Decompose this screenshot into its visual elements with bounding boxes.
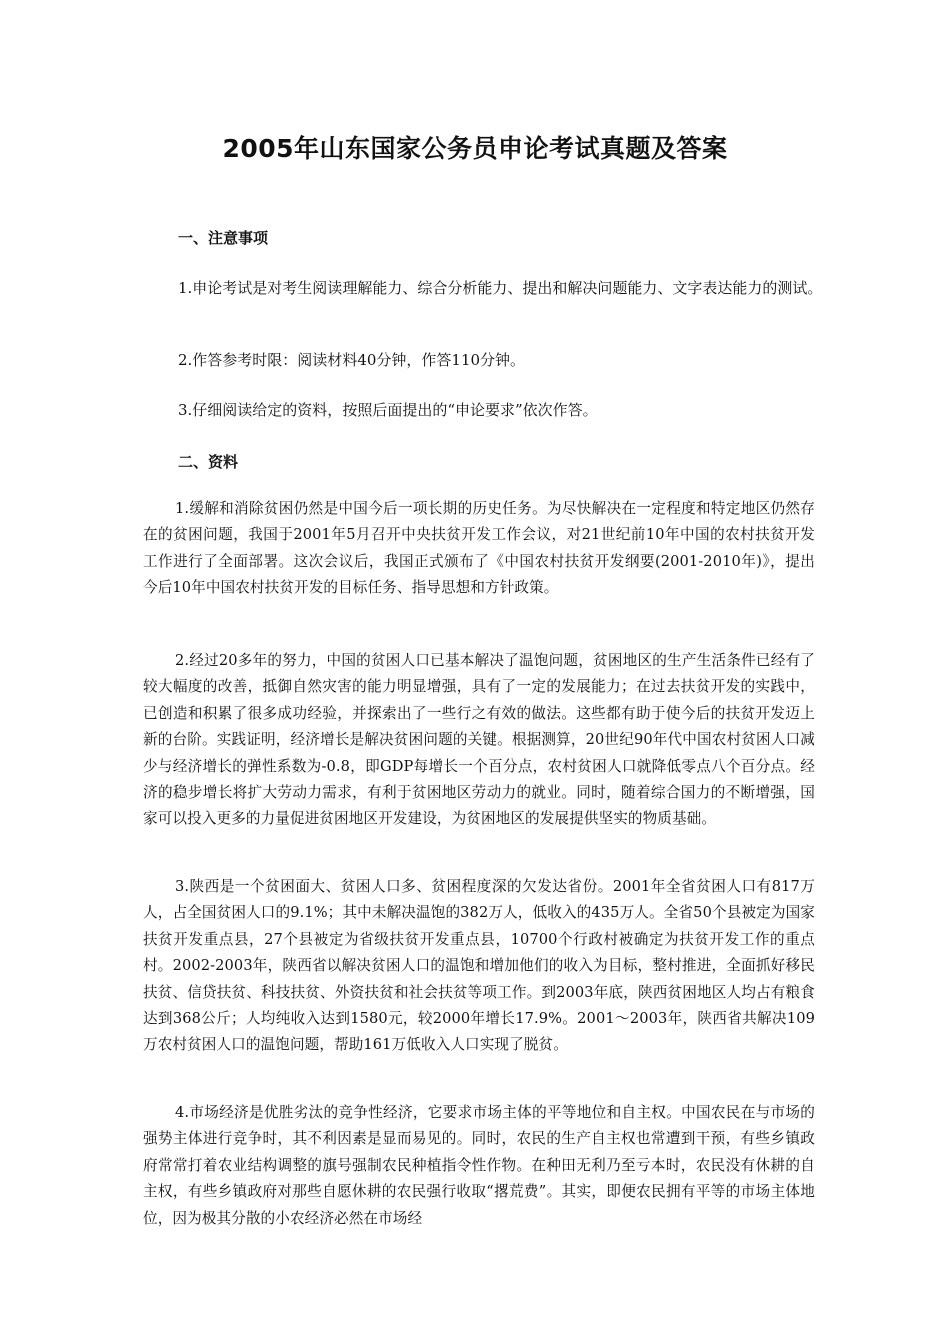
material-paragraph-3: 3.陕西是一个贫困面大、贫困人口多、贫困程度深的欠发达省份。2001年全省贫困人口有817万人，占全国贫困人口的9.1%；其中未解决温饱的382万人，低收入的435万人。全省50个县被定为国家扶贫开发重点县，27个县被定为省级扶贫开发重点县，10700个行政村被确定为扶贫开发工作的重点村。2002-2003年，陕西省以解决贫困人口的温饱和增加他们的收入为目标，整村推进，全面抓好移民扶贫、信贷扶贫、科技扶贫、外资扶贫和社会扶贫等项工作。到2003年底，陕西贫困地区人均占有粮食达到368公斤；人均纯收入达到1580元，较2000年增长17.9%。2001～2003年，陕西省共解决109万农村贫困人口的温饱问题，帮助161万低收入人口实现了脱贫。	[143, 878, 815, 1054]
notes-item-2: 2.作答参考时限：阅读材料40分钟，作答110分钟。	[178, 351, 526, 369]
notes-item-3: 3.仔细阅读给定的资料，按照后面提出的“申论要求”依次作答。	[178, 401, 598, 419]
section-heading-notes: 一、注意事项	[178, 229, 269, 247]
section-heading-materials: 二、资料	[178, 453, 239, 471]
notes-item-1: 1.申论考试是对考生阅读理解能力、综合分析能力、提出和解决问题能力、文字表达能力的测试。	[178, 279, 823, 297]
material-paragraph-1: 1.缓解和消除贫困仍然是中国今后一项长期的历史任务。为尽快解决在一定程度和特定地区仍然存在的贫困问题，我国于2001年5月召开中央扶贫开发工作会议，对21世纪前10年中国的农村扶贫开发工作进行了全面部署。这次会议后，我国正式颁布了《中国农村扶贫开发纲要(2001-2010年)》，提出今后10年中国农村扶贫开发的目标任务、指导思想和方针政策。	[143, 500, 815, 597]
material-paragraph-4: 4.市场经济是优胜劣汰的竞争性经济，它要求市场主体的平等地位和自主权。中国农民在与市场的强势主体进行竞争时，其不利因素是显而易见的。同时，农民的生产自主权也常遭到干预，有些乡镇政府常常打着农业结构调整的旗号强制农民种植指令性作物。在种田无利乃至亏本时，农民没有休耕的自主权，有些乡镇政府对那些自愿休耕的农民强行收取“撂荒费”。其实，即便农民拥有平等的市场主体地位，因为极其分散的小农经济必然在市场经	[143, 1104, 815, 1227]
document-title: 2005年山东国家公务员申论考试真题及答案	[222, 134, 728, 163]
material-paragraph-2: 2.经过20多年的努力，中国的贫困人口已基本解决了温饱问题，贫困地区的生产生活条件已经有了较大幅度的改善，抵御自然灾害的能力明显增强，具有了一定的发展能力；在过去扶贫开发的实践中，已创造和积累了很多成功经验，并探索出了一些行之有效的做法。这些都有助于使今后的扶贫开发迈上新的台阶。实践证明，经济增长是解决贫困问题的关键。根据测算，20世纪90年代中国农村贫困人口减少与经济增长的弹性系数为-0.8，即GDP每增长一个百分点，农村贫困人口就降低零点八个百分点。经济的稳步增长将扩大劳动力需求，有利于贫困地区劳动力的就业。同时，随着综合国力的不断增强，国家可以投入更多的力量促进贫困地区开发建设，为贫困地区的发展提供坚实的物质基础。	[143, 652, 815, 828]
